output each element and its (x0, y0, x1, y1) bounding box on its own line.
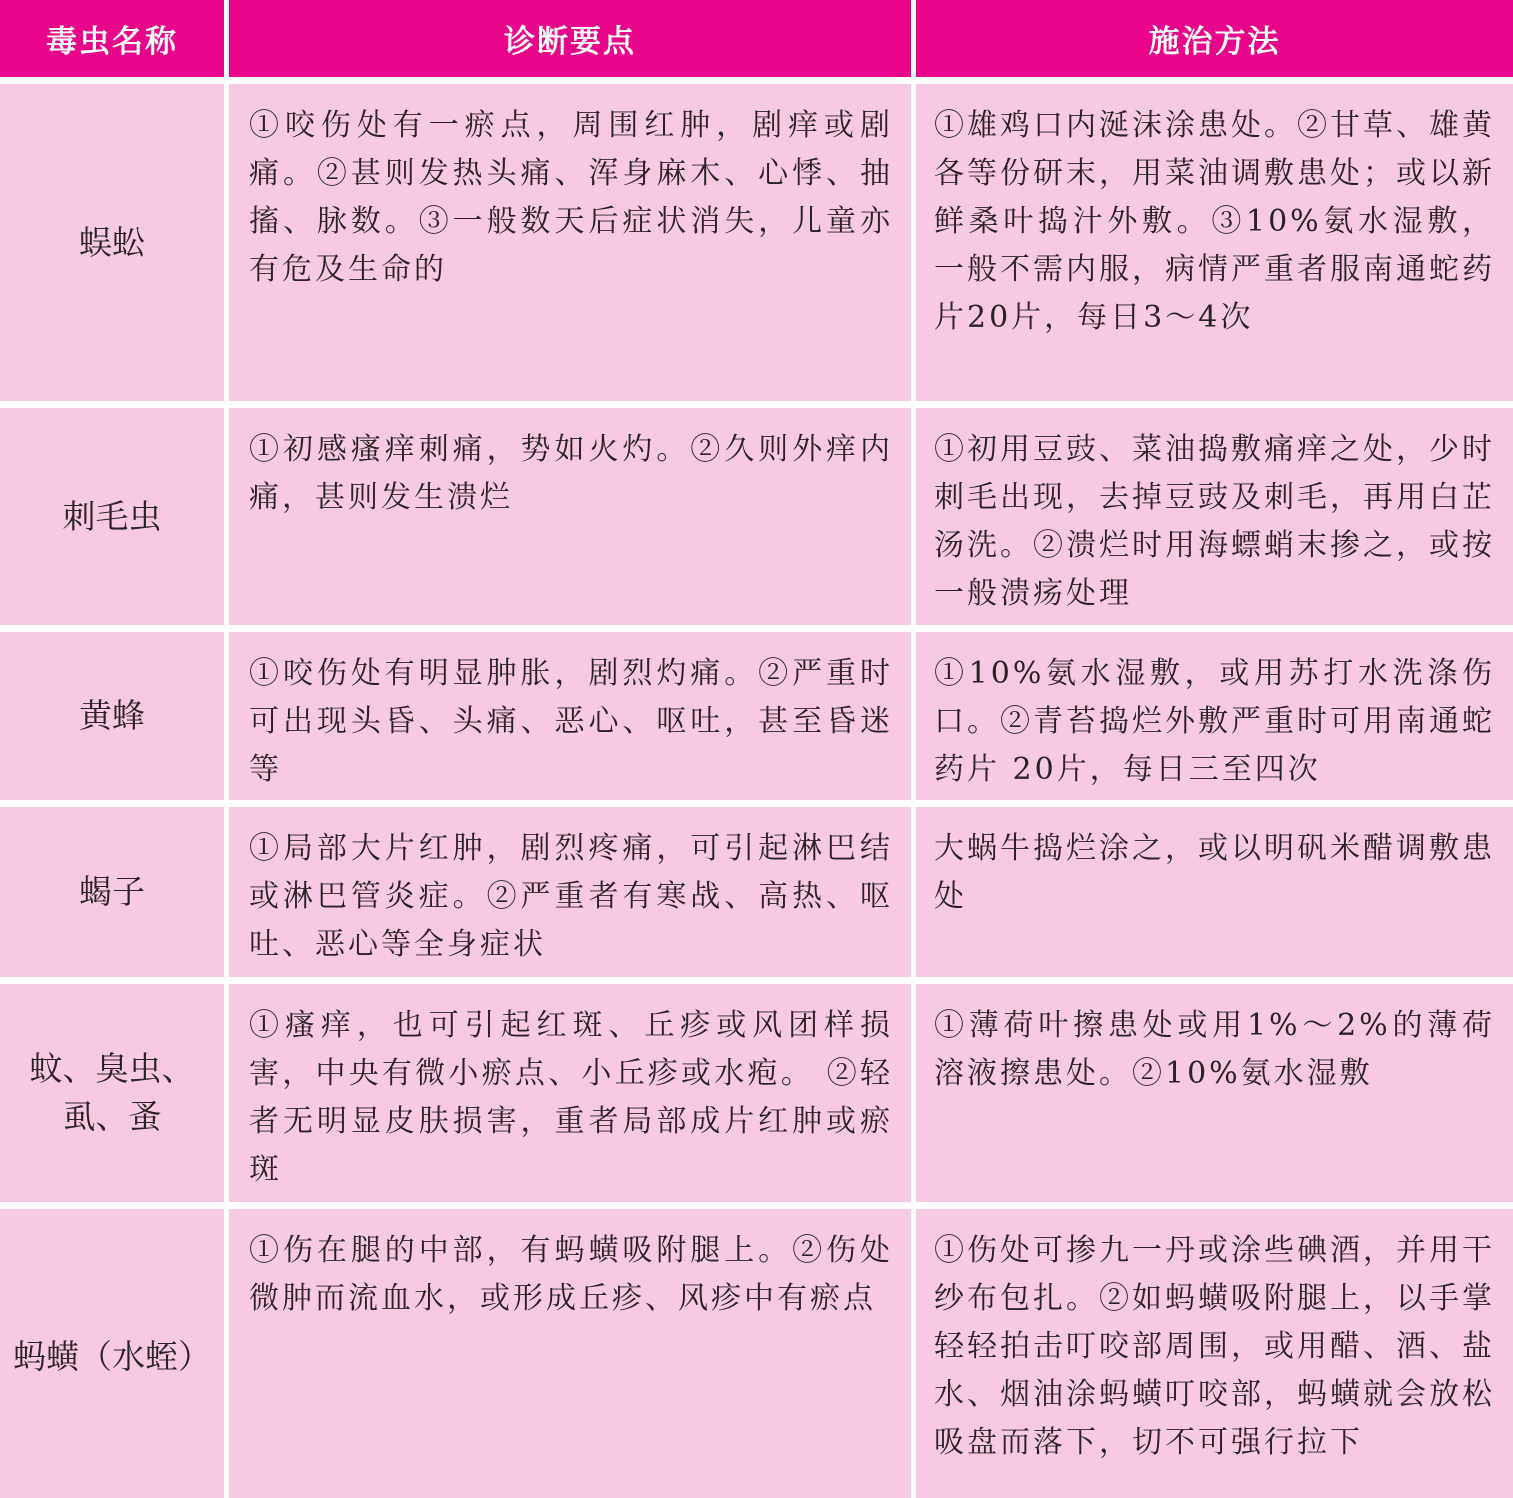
row-5-name: 蚊、臭虫、虱、蚤 (0, 984, 224, 1202)
row-5-treatment: ①薄荷叶擦患处或用1%～2%的薄荷溶液擦患处。②10%氨水湿敷 (916, 984, 1513, 1202)
row-4-name: 蝎子 (0, 807, 224, 977)
row-3-diagnosis: ①咬伤处有明显肿胀，剧烈灼痛。②严重时可出现头昏、头痛、恶心、呕吐，甚至昏迷等 (229, 632, 911, 800)
row-6-name: 蚂蟥（水蛭） (0, 1209, 224, 1498)
row-1-diagnosis: ①咬伤处有一瘀点，周围红肿，剧痒或剧痛。②甚则发热头痛、浑身麻木、心悸、抽搐、脉数。③一般数天后症状消失，儿童亦有危及生命的 (229, 84, 911, 401)
row-5-diagnosis: ①瘙痒，也可引起红斑、丘疹或风团样损害，中央有微小瘀点、小丘疹或水疱。 ②轻者无明显皮肤损害，重者局部成片红肿或瘀斑 (229, 984, 911, 1202)
header-treatment: 施治方法 (916, 0, 1513, 77)
header-name: 毒虫名称 (0, 0, 224, 77)
header-diagnosis: 诊断要点 (229, 0, 911, 77)
row-6-diagnosis: ①伤在腿的中部，有蚂蟥吸附腿上。②伤处微肿而流血水，或形成丘疹、风疹中有瘀点 (229, 1209, 911, 1498)
row-4-diagnosis: ①局部大片红肿，剧烈疼痛，可引起淋巴结或淋巴管炎症。②严重者有寒战、高热、呕吐、恶心等全身症状 (229, 807, 911, 977)
row-3-treatment: ①10%氨水湿敷，或用苏打水洗涤伤口。②青苔捣烂外敷严重时可用南通蛇药片 20片，每日三至四次 (916, 632, 1513, 800)
row-6-treatment: ①伤处可掺九一丹或涂些碘酒，并用干纱布包扎。②如蚂蟥吸附腿上，以手掌轻轻拍击叮咬部周围，或用醋、酒、盐水、烟油涂蚂蟥叮咬部，蚂蟥就会放松吸盘而落下，切不可强行拉下 (916, 1209, 1513, 1498)
row-1-treatment: ①雄鸡口内涎沫涂患处。②甘草、雄黄各等份研末，用菜油调敷患处；或以新鲜桑叶捣汁外敷。③10%氨水湿敷，一般不需内服，病情严重者服南通蛇药片20片，每日3～4次 (916, 84, 1513, 401)
row-3-name: 黄蜂 (0, 632, 224, 800)
row-2-diagnosis: ①初感瘙痒刺痛，势如火灼。②久则外痒内痛，甚则发生溃烂 (229, 408, 911, 625)
row-2-treatment: ①初用豆豉、菜油捣敷痛痒之处，少时刺毛出现，去掉豆豉及刺毛，再用白芷汤洗。②溃烂时用海螵蛸末掺之，或按一般溃疡处理 (916, 408, 1513, 625)
row-4-treatment: 大蜗牛捣烂涂之，或以明矾米醋调敷患处 (916, 807, 1513, 977)
row-2-name: 刺毛虫 (0, 408, 224, 625)
row-1-name: 蜈蚣 (0, 84, 224, 401)
